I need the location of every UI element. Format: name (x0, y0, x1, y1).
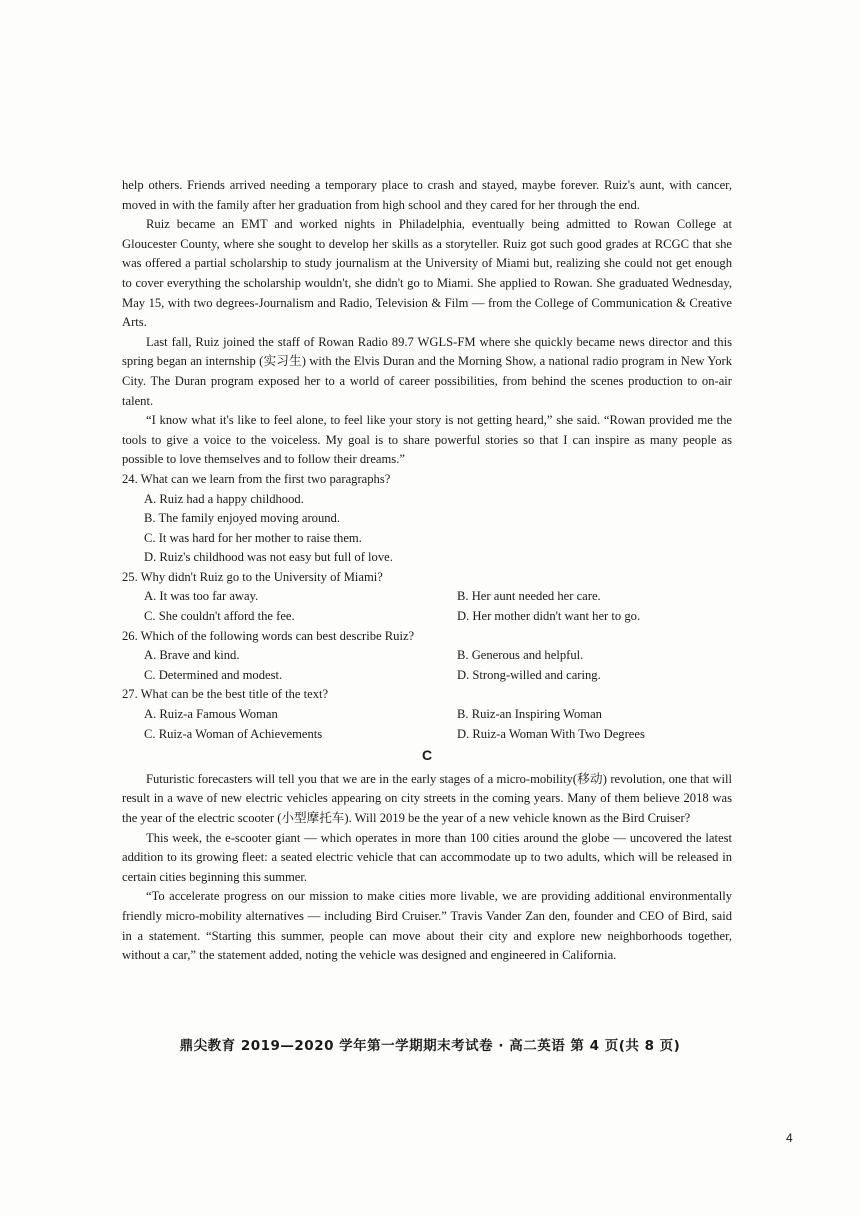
question-25-stem: 25. Why didn't Ruiz go to the University of Miami? (122, 569, 383, 584)
exam-footer: 鼎尖教育 2019—2020 学年第一学期期末考试卷 · 高二英语 第 4 页(共 8 页) (179, 1038, 681, 1054)
question-26-option-c: C. Determined and modest. (144, 667, 283, 682)
question-26-stem: 26. Which of the following words can best describe Ruiz? (122, 628, 415, 643)
question-27-options-row-1 (122, 705, 732, 725)
question-25-option-c: C. She couldn't afford the fee. (144, 609, 295, 624)
question-26-options-row-1 (122, 646, 732, 666)
question-26-option-b: B. Generous and helpful. (457, 648, 584, 663)
question-26-options-row-2 (122, 666, 732, 686)
question-27-option-a: A. Ruiz-a Famous Woman (144, 707, 278, 722)
question-26-option-a: A. Brave and kind. (144, 648, 240, 663)
question-25-option-d: D. Her mother didn't want her to go. (457, 609, 641, 624)
question-25-option-a: A. It was too far away. (144, 589, 259, 604)
question-27-stem: 27. What can be the best title of the text? (122, 687, 329, 702)
passage-b-paragraph-1: help others. Friends arrived needing a temporary place to crash and stayed, maybe forever. Ruiz's aunt, with cancer, moved in with the family after her graduation from high school and they cared for her through the end. (122, 178, 732, 212)
question-24-option-a: A. Ruiz had a happy childhood. (144, 491, 304, 506)
question-26 (122, 627, 732, 686)
question-24-option-c: C. It was hard for her mother to raise them. (144, 530, 362, 545)
question-27-option-c: C. Ruiz-a Woman of Achievements (144, 726, 323, 741)
question-24-option-d: D. Ruiz's childhood was not easy but full of love. (144, 550, 393, 565)
passage-c-heading: C (421, 747, 433, 764)
passage-c-paragraph-3: “To accelerate progress on our mission to make cities more livable, we are providing additional environmentally friendly micro-mobility alternatives — including Bird Cruiser.” Travis Vander Zan den, founder and CEO of Bird, said in a statement. “Starting this summer, people can move about their city and explore new neighborhoods together, without a car,” the statement added, noting the vehicle was designed and engineered in California. (122, 889, 732, 963)
question-25-options-row-1 (122, 587, 732, 607)
question-25 (122, 568, 732, 627)
passage-b-paragraph-3: Last fall, Ruiz joined the staff of Rowan Radio 89.7 WGLS-FM where she quickly became news director and this spring began an internship (实习生) with the Elvis Duran and the Morning Show, a national radio program in New York City. The Duran program exposed her to a world of career possibilities, from behind the scenes production to on-air talent. (122, 334, 732, 408)
question-25-option-b: B. Her aunt needed her care. (457, 589, 601, 604)
question-24 (122, 470, 732, 568)
question-27-options-row-2 (122, 725, 732, 745)
passage-c-paragraph-2: This week, the e-scooter giant — which operates in more than 100 cities around the globe — uncovered the latest addition to its growing fleet: a seated electric vehicle that can accommodate up to two adults, which will be released in certain cities beginning this summer. (122, 830, 732, 884)
page-number: 4 (786, 1131, 793, 1145)
page-content (122, 176, 732, 966)
passage-b-paragraph-4: “I know what it's like to feel alone, to feel like your story is not getting heard,” she said. “Rowan provided me the tools to give a voice to the voiceless. My goal is to share powerful stories so that I can inspire as many people as possible to love themselves and to follow their dreams.” (122, 413, 732, 467)
question-27 (122, 685, 732, 744)
question-24-option-b: B. The family enjoyed moving around. (144, 511, 340, 526)
question-27-option-b: B. Ruiz-an Inspiring Woman (457, 707, 602, 722)
question-24-stem: 24. What can we learn from the first two paragraphs? (122, 471, 391, 486)
question-27-option-d: D. Ruiz-a Woman With Two Degrees (457, 726, 645, 741)
question-25-options-row-2 (122, 607, 732, 627)
passage-c-paragraph-1: Futuristic forecasters will tell you that we are in the early stages of a micro-mobility(移动) revolution, one that will result in a wave of new electric vehicles appearing on city streets in the coming years. Many of them believe 2018 was the year of the electric scooter (小型摩托车). Will 2019 be the year of a new vehicle known as the Bird Cruiser? (122, 771, 732, 825)
question-26-option-d: D. Strong-willed and caring. (457, 667, 601, 682)
passage-b-paragraph-2: Ruiz became an EMT and worked nights in Philadelphia, eventually being admitted to Rowan College at Gloucester County, where she sought to develop her skills as a storyteller. Ruiz got such good grades at RCGC that she was offered a partial scholarship to study journalism at the University of Miami but, realizing she could not get enough to cover everything the scholarship wouldn't, she didn't go to Miami. She applied to Rowan. She graduated Wednesday, May 15, with two degrees-Journalism and Radio, Television & Film — from the College of Communication & Creative Arts. (122, 217, 732, 330)
